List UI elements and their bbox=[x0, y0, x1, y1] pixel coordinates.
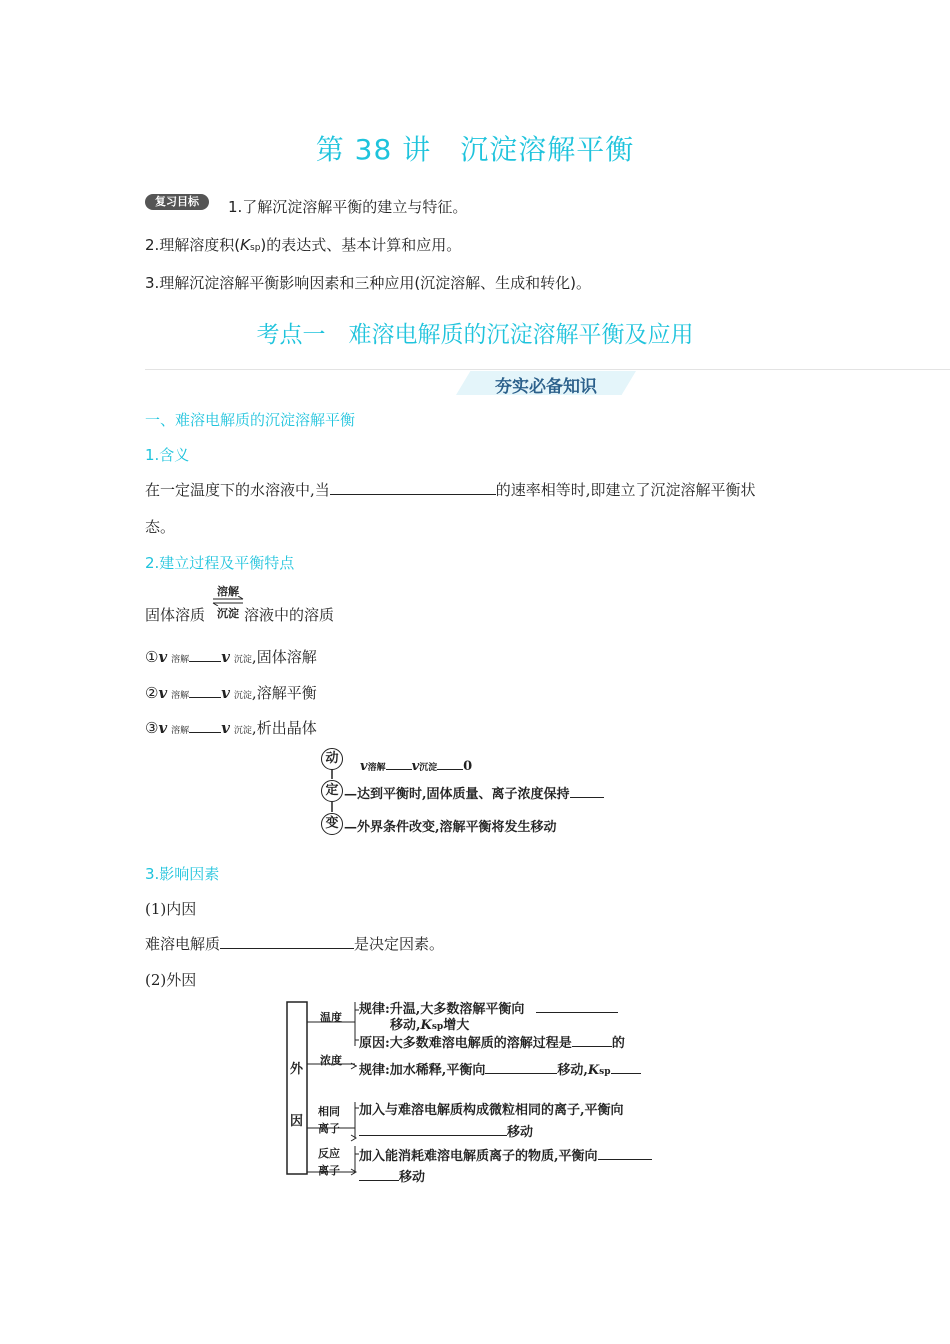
concentration-label: 浓度 bbox=[320, 1054, 342, 1067]
solution-solute: 溶液中的溶质 bbox=[244, 606, 335, 624]
part1-heading: 一、难溶电解质的沉淀溶解平衡 bbox=[145, 411, 356, 429]
arrow-precipitate-label: 沉淀 bbox=[217, 607, 239, 620]
conc-rule: 规律:加水稀释,平衡向 移动,Ksp bbox=[359, 1059, 641, 1078]
internal-text: 难溶电解质 是决定因素。 bbox=[145, 935, 445, 953]
feature-dynamic-circle: 动 bbox=[321, 748, 343, 770]
feature-fixed-text: —达到平衡时,固体质量、离子浓度保持 bbox=[344, 783, 604, 802]
temp-rule-cont: 移动,Ksp增大 bbox=[390, 1018, 470, 1033]
outer-label-top: 外 bbox=[290, 1062, 304, 1077]
goal-3: 3.理解沉淀溶解平衡影响因素和三种应用(沉淀溶解、生成和转化)。 bbox=[145, 274, 592, 292]
page-title: 第 38 讲 沉淀溶解平衡 bbox=[315, 133, 635, 166]
feature-change-circle: 变 bbox=[321, 813, 343, 835]
arrow-dissolve-label: 溶解 bbox=[217, 585, 239, 598]
banner-label: 夯实必备知识 bbox=[495, 377, 597, 397]
process-row-1: ①v 溶解 v 沉淀,固体溶解 bbox=[145, 648, 317, 666]
meaning-heading: 1.含义 bbox=[145, 446, 190, 464]
feature-dynamic-text: v溶解 v沉淀 0 bbox=[360, 759, 473, 774]
meaning-text-cont: 态。 bbox=[145, 518, 176, 536]
goal-1: 1.了解沉淀溶解平衡的建立与特征。 bbox=[228, 198, 468, 216]
feature-change-text: —外界条件改变,溶解平衡将发生移动 bbox=[344, 820, 557, 835]
reaction-ion-text: 加入能消耗难溶电解质离子的物质,平衡向 bbox=[359, 1145, 652, 1164]
internal-heading: (1)内因 bbox=[145, 900, 197, 918]
same-ion-label-b: 离子 bbox=[318, 1122, 340, 1135]
blank bbox=[330, 480, 496, 495]
review-goals-badge: 复习目标 bbox=[145, 194, 209, 210]
same-ion-text: 加入与难溶电解质构成微粒相同的离子,平衡向 bbox=[359, 1103, 624, 1118]
temperature-label: 温度 bbox=[320, 1011, 342, 1024]
same-ion-text-cont: 移动 bbox=[359, 1121, 533, 1140]
reaction-ion-text-cont: 移动 bbox=[359, 1166, 425, 1185]
goal-2: 2.理解溶度积(Ksp)的表达式、基本计算和应用。 bbox=[145, 236, 462, 254]
process-row-2: ②v 溶解 v 沉淀,溶解平衡 bbox=[145, 684, 317, 702]
reaction-ion-label-a: 反应 bbox=[318, 1147, 340, 1160]
process-heading: 2.建立过程及平衡特点 bbox=[145, 554, 295, 572]
outer-label-bottom: 因 bbox=[290, 1114, 304, 1129]
temp-reason: 原因:大多数难溶电解质的溶解过程是 的 bbox=[359, 1036, 625, 1051]
factors-heading: 3.影响因素 bbox=[145, 865, 220, 883]
meaning-text: 在一定温度下的水溶液中,当 的速率相等时,即建立了沉淀溶解平衡状 bbox=[145, 481, 756, 499]
same-ion-label-a: 相同 bbox=[318, 1105, 340, 1118]
reaction-ion-label-b: 离子 bbox=[318, 1164, 340, 1177]
solid-solute: 固体溶质 bbox=[145, 606, 206, 624]
section-title: 考点一 难溶电解质的沉淀溶解平衡及应用 bbox=[256, 322, 694, 348]
divider bbox=[145, 369, 950, 370]
external-heading: (2)外因 bbox=[145, 971, 197, 989]
process-row-3: ③v 溶解 v 沉淀,析出晶体 bbox=[145, 719, 317, 737]
feature-fixed-circle: 定 bbox=[321, 780, 343, 802]
temp-rule: 规律:升温,大多数溶解平衡向 bbox=[359, 998, 618, 1017]
